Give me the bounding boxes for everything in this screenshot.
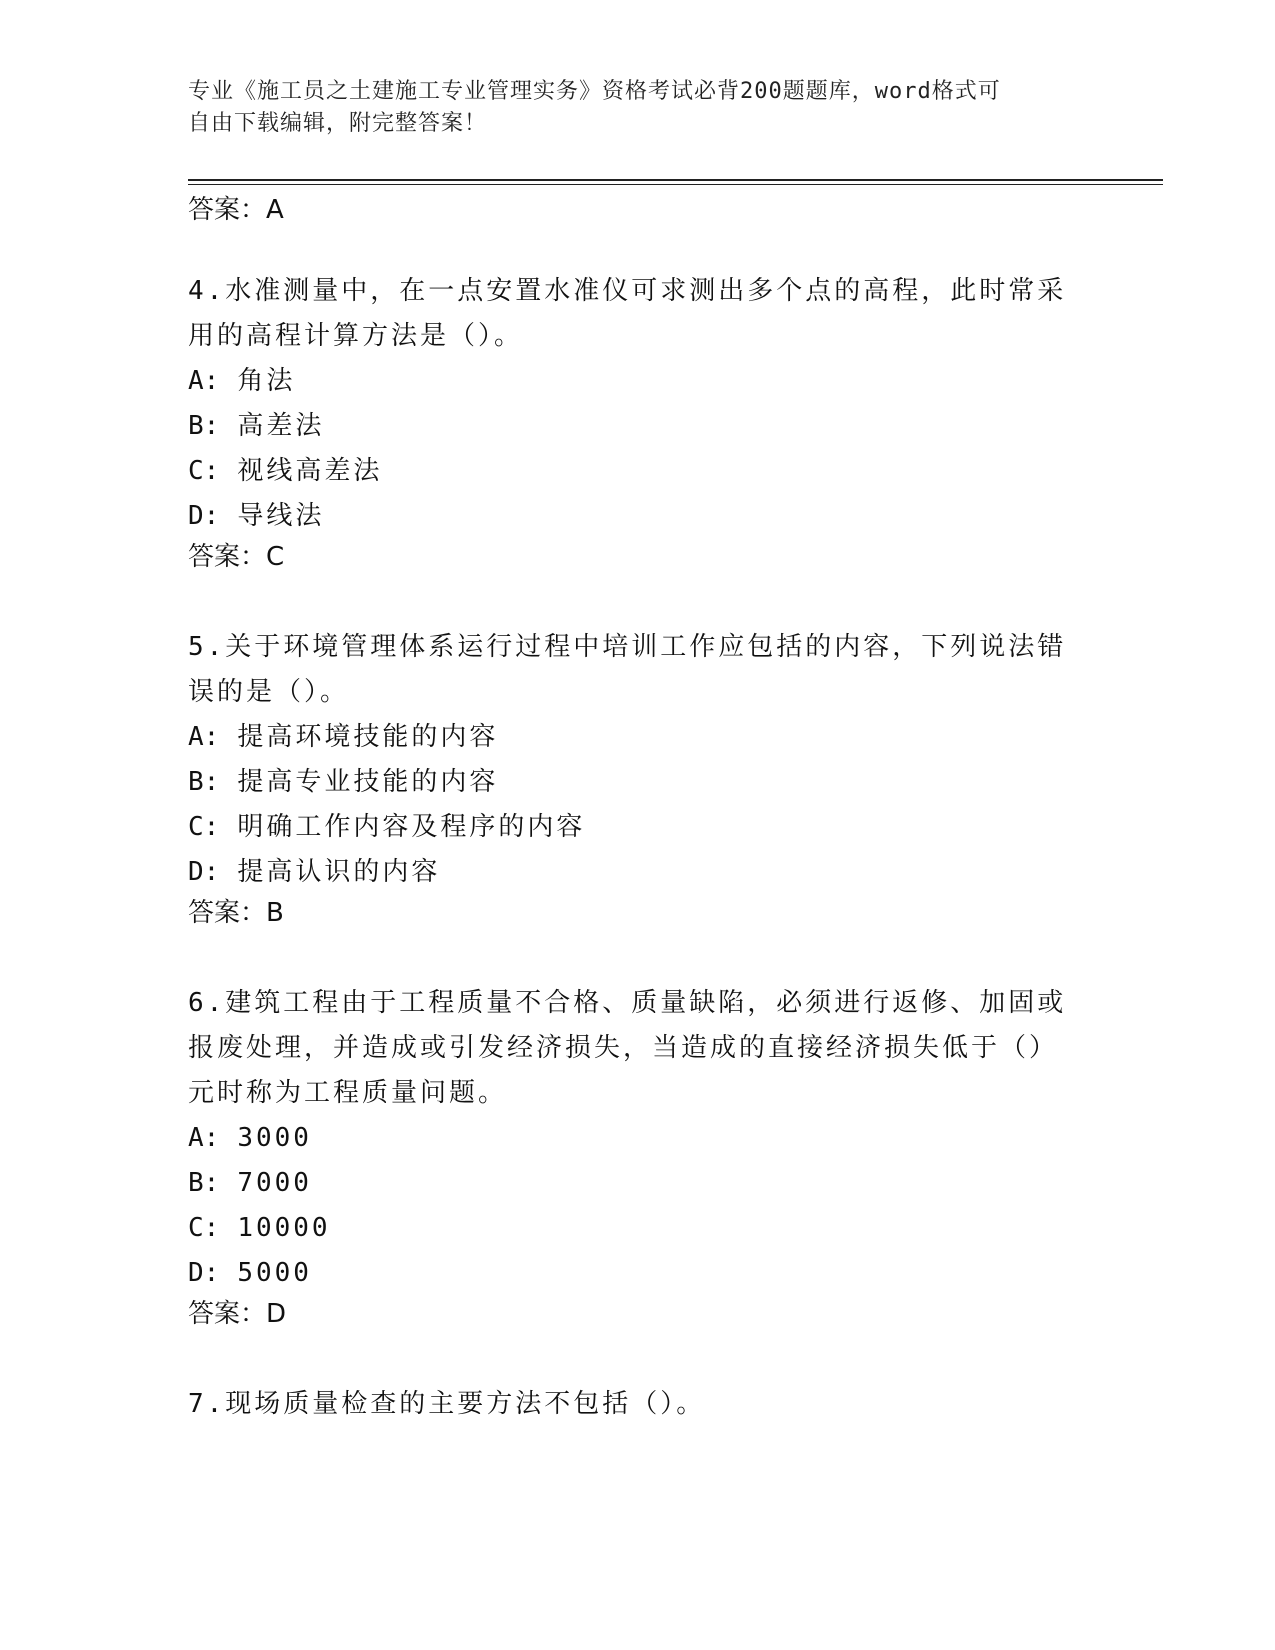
option-key: A: xyxy=(188,366,220,396)
answer-line: 答案：A xyxy=(188,195,284,225)
option-key: C: xyxy=(188,1213,220,1243)
option-key: A: xyxy=(188,722,220,752)
question-text-line: 报废处理，并造成或引发经济损失，当造成的直接经济损失低于（） xyxy=(188,1033,1059,1063)
answer-line: 答案：C xyxy=(188,542,285,572)
option-key: A: xyxy=(188,1123,220,1153)
option-text: 7000 xyxy=(237,1168,312,1198)
question-text-line: 误的是（）。 xyxy=(188,677,350,707)
question-text-line: 7.现场质量检查的主要方法不包括（）。 xyxy=(188,1389,706,1419)
option-text: 高差法 xyxy=(237,411,325,441)
header-rule-thin xyxy=(188,184,1163,185)
option-key: B: xyxy=(188,1168,220,1198)
option-b[interactable] xyxy=(188,760,1068,805)
question-text-line: 4.水准测量中，在一点安置水准仪可求测出多个点的高程，此时常采 xyxy=(188,276,1067,306)
question-text-line: 用的高程计算方法是（）。 xyxy=(188,321,524,351)
option-key: C: xyxy=(188,456,220,486)
option-d[interactable] xyxy=(188,494,1068,539)
option-key: D: xyxy=(188,857,220,887)
question-block xyxy=(188,625,1068,931)
option-d[interactable] xyxy=(188,850,1068,895)
option-a[interactable] xyxy=(188,1116,1068,1161)
option-text: 提高专业技能的内容 xyxy=(237,767,499,797)
option-text: 角法 xyxy=(237,366,296,396)
option-key: B: xyxy=(188,411,220,441)
question-block xyxy=(188,269,1068,575)
option-c[interactable] xyxy=(188,805,1068,850)
option-key: B: xyxy=(188,767,220,797)
option-b[interactable] xyxy=(188,1161,1068,1206)
option-text: 视线高差法 xyxy=(237,456,383,486)
answer-line: 答案：B xyxy=(188,898,284,928)
question-block xyxy=(188,1382,1068,1427)
question-text-line: 6.建筑工程由于工程质量不合格、质量缺陷，必须进行返修、加固或 xyxy=(188,988,1067,1018)
question-text-line: 元时称为工程质量问题。 xyxy=(188,1078,508,1108)
header-rule-thick xyxy=(188,179,1163,181)
option-text: 3000 xyxy=(237,1123,312,1153)
question-block xyxy=(188,981,1068,1332)
question-list xyxy=(188,192,1068,1427)
option-a[interactable] xyxy=(188,715,1068,760)
option-c[interactable] xyxy=(188,449,1068,494)
option-key: C: xyxy=(188,812,220,842)
question-text-line: 5.关于环境管理体系运行过程中培训工作应包括的内容，下列说法错 xyxy=(188,632,1067,662)
option-text: 导线法 xyxy=(237,501,325,531)
document-header xyxy=(188,76,1068,140)
option-b[interactable] xyxy=(188,404,1068,449)
option-text: 10000 xyxy=(237,1213,331,1243)
option-text: 明确工作内容及程序的内容 xyxy=(237,812,586,842)
option-text: 提高认识的内容 xyxy=(237,857,441,887)
option-key: D: xyxy=(188,501,220,531)
option-c[interactable] xyxy=(188,1206,1068,1251)
option-text: 5000 xyxy=(237,1258,312,1288)
option-text: 提高环境技能的内容 xyxy=(237,722,499,752)
header-line-2: 自由下载编辑，附完整答案！ xyxy=(188,111,488,136)
answer-line: 答案：D xyxy=(188,1299,287,1329)
option-d[interactable] xyxy=(188,1251,1068,1296)
option-a[interactable] xyxy=(188,359,1068,404)
option-key: D: xyxy=(188,1258,220,1288)
header-line-1: 专业《施工员之土建施工专业管理实务》资格考试必背200题题库，word格式可 xyxy=(188,79,1001,104)
